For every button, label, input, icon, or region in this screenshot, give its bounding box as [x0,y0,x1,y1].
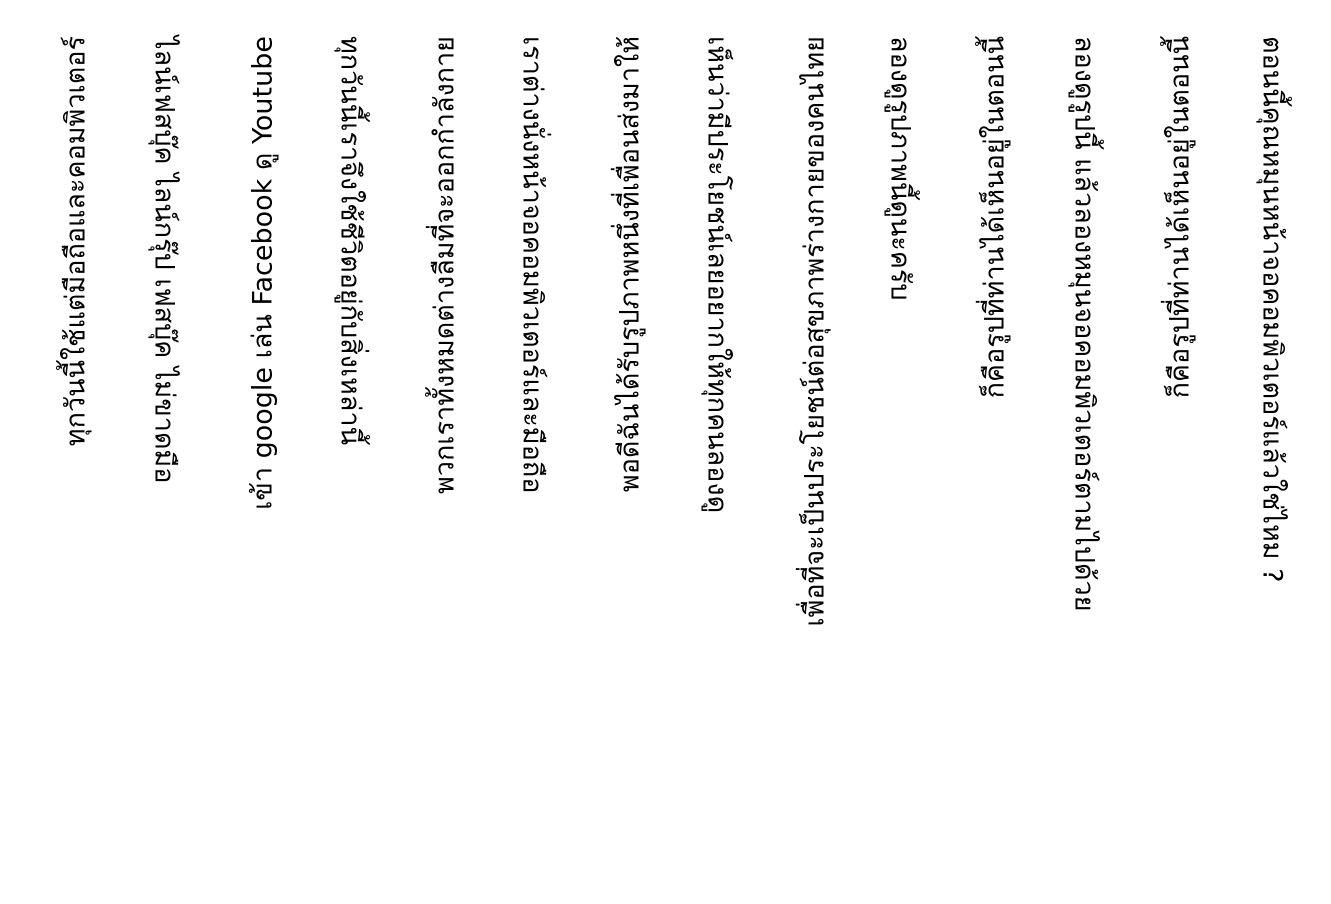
text-column-9 [795,36,835,876]
text-column-4 [330,36,370,876]
text-column-12 [1064,36,1104,876]
text-column-3 [243,36,283,876]
text-line-12: ลองดูรูปนี้ แล้วลองหมุนจอคอมพิวเตอร์ตามไปด้วย [1068,36,1100,612]
text-line-1: ทุกวันนี้ใช้แต่มือถือและคอมพิวเตอร์ [60,36,92,447]
text-line-5: พวกเราทั้งหมดต่างลืมที่จะออกกำลังกาย [429,36,461,494]
text-column-11 [975,36,1015,876]
text-column-6 [512,36,552,876]
text-column-5 [425,36,465,876]
text-line-2: ไลน์เฟสบุ๊ค ไลน์กรุ๊ป เฟสบุ๊ค ไม่ขาดมือ [148,36,180,484]
text-column-7 [610,36,650,876]
text-line-13: ก็คือรูปที่ท่านได้เห็นอยู่ในตอนนี้ [1164,36,1196,399]
text-column-10 [880,36,920,876]
text-line-10: ลองดูรูปภาพนี้ดูนะครับ [884,36,916,301]
text-line-11: ก็คือรูปที่ท่านได้เห็นอยู่ในตอนนี้ [979,36,1011,399]
text-line-8: เห็นว่ามีประโยชน์เลยอยากให้ทุกคนลองดู [701,36,733,514]
text-column-8 [697,36,737,876]
text-line-4: ทุกวันนี้เราจึงใช้ชีวิตอยู่กับสิ่งเหล่านี้ [334,36,366,446]
text-line-6: เราต่างนั่งหน้าจอคอมพิวเตอร์และมือถือ [516,36,548,494]
text-line-14: ตอนนี้คุณหมุนหน้าจอคอมพิวเตอร์แล้วใช่ไหม ? [1256,36,1288,583]
text-line-3: เข้า google เล่น Facebook ดู Youtube [247,36,279,510]
text-column-2 [144,36,184,876]
text-column-14 [1252,36,1292,876]
text-line-9: เพื่อที่จะเป็นประโยชน์ต่อสุขภาพร่างกายของคนไทย [799,36,831,627]
text-column-13 [1160,36,1200,876]
text-column-1 [56,36,96,876]
text-line-7: พอดีฉันได้รับรูปภาพหนึ่งที่เพื่อนส่งมาให้ [614,36,646,493]
